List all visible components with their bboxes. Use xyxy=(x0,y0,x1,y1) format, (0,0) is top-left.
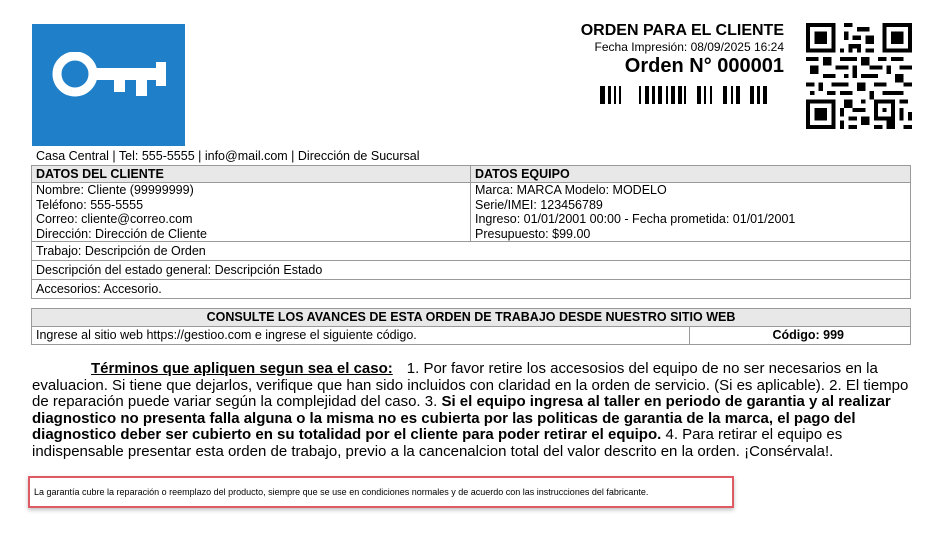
barcode xyxy=(600,86,772,104)
terms-text-2: 4. Para retirar el equipo es indispensable presentar esta orden de trabajo, previo a la cancenalcion total del valor descrito en la orden. ¡Consérvala!. xyxy=(32,426,843,460)
tracking-code: Código: 999 xyxy=(690,327,911,345)
equipment-data-heading: DATOS EQUIPO xyxy=(471,166,911,183)
terms-section xyxy=(32,361,912,460)
key-icon xyxy=(52,52,170,98)
web-instruction: Ingrese al sitio web https://gestioo.com e ingrese el siguiente código. xyxy=(32,327,690,345)
terms-heading: Términos que apliquen segun sea el caso: xyxy=(91,360,393,377)
qr-code xyxy=(806,23,912,129)
terms-text-1: 1. Por favor retire los accesosios del equipo de no ser necesarios en la evaluacion. Si tiene que dejarlos, verifique que han sido incluidos con claridad en la orden de servicio. (Si es aplicable). 2. El tiempo de reparación puede variar según la complejidad del caso. 3. xyxy=(32,360,909,410)
state-description: Descripción del estado general: Descripción Estado xyxy=(32,261,911,280)
order-details-table xyxy=(31,165,911,299)
client-email: Correo: cliente@correo.com xyxy=(36,212,193,226)
equipment-budget: Presupuesto: $99.00 xyxy=(475,226,591,241)
company-logo xyxy=(32,24,185,146)
equipment-brand-model: Marca: MARCA Modelo: MODELO xyxy=(475,183,667,197)
equipment-data-cell xyxy=(471,183,911,242)
client-address: Dirección: Dirección de Cliente xyxy=(36,226,207,241)
equipment-serial: Serie/IMEI: 123456789 xyxy=(475,197,603,212)
web-tracking-table xyxy=(31,308,911,345)
print-date: Fecha Impresión: 08/09/2025 16:24 xyxy=(594,40,784,54)
contact-line: Casa Central | Tel: 555-5555 | info@mail.com | Dirección de Sucursal xyxy=(36,149,420,163)
document-title: ORDEN PARA EL CLIENTE xyxy=(580,22,784,39)
client-name: Nombre: Cliente (99999999) xyxy=(36,183,194,197)
web-tracking-heading: CONSULTE LOS AVANCES DE ESTA ORDEN DE TRABAJO DESDE NUESTRO SITIO WEB xyxy=(32,309,911,327)
terms-warranty-clause: Si el equipo ingresa al taller en periodo de garantia y al realizar diagnostico no presenta falla alguna o la misma no es cubierta por las politicas de garantia de la marca, el pago del diagnostico deber ser cubierto en su totalidad por el cliente para poder retirar el equipo. xyxy=(32,393,891,443)
client-data-cell xyxy=(32,183,471,242)
client-phone: Teléfono: 555-5555 xyxy=(36,197,144,212)
work-description: Trabajo: Descripción de Orden xyxy=(32,242,911,261)
guarantee-note: La garantía cubre la reparación o reemplazo del producto, siempre que se use en condiciones normales y de acuerdo con las instrucciones del fabricante. xyxy=(28,476,734,508)
order-number: Orden N° 000001 xyxy=(624,55,784,77)
equipment-dates: Ingreso: 01/01/2001 00:00 - Fecha prometida: 01/01/2001 xyxy=(475,212,796,226)
order-header xyxy=(581,22,784,78)
client-data-heading: DATOS DEL CLIENTE xyxy=(32,166,471,183)
accessories-description: Accesorios: Accesorio. xyxy=(32,280,911,299)
